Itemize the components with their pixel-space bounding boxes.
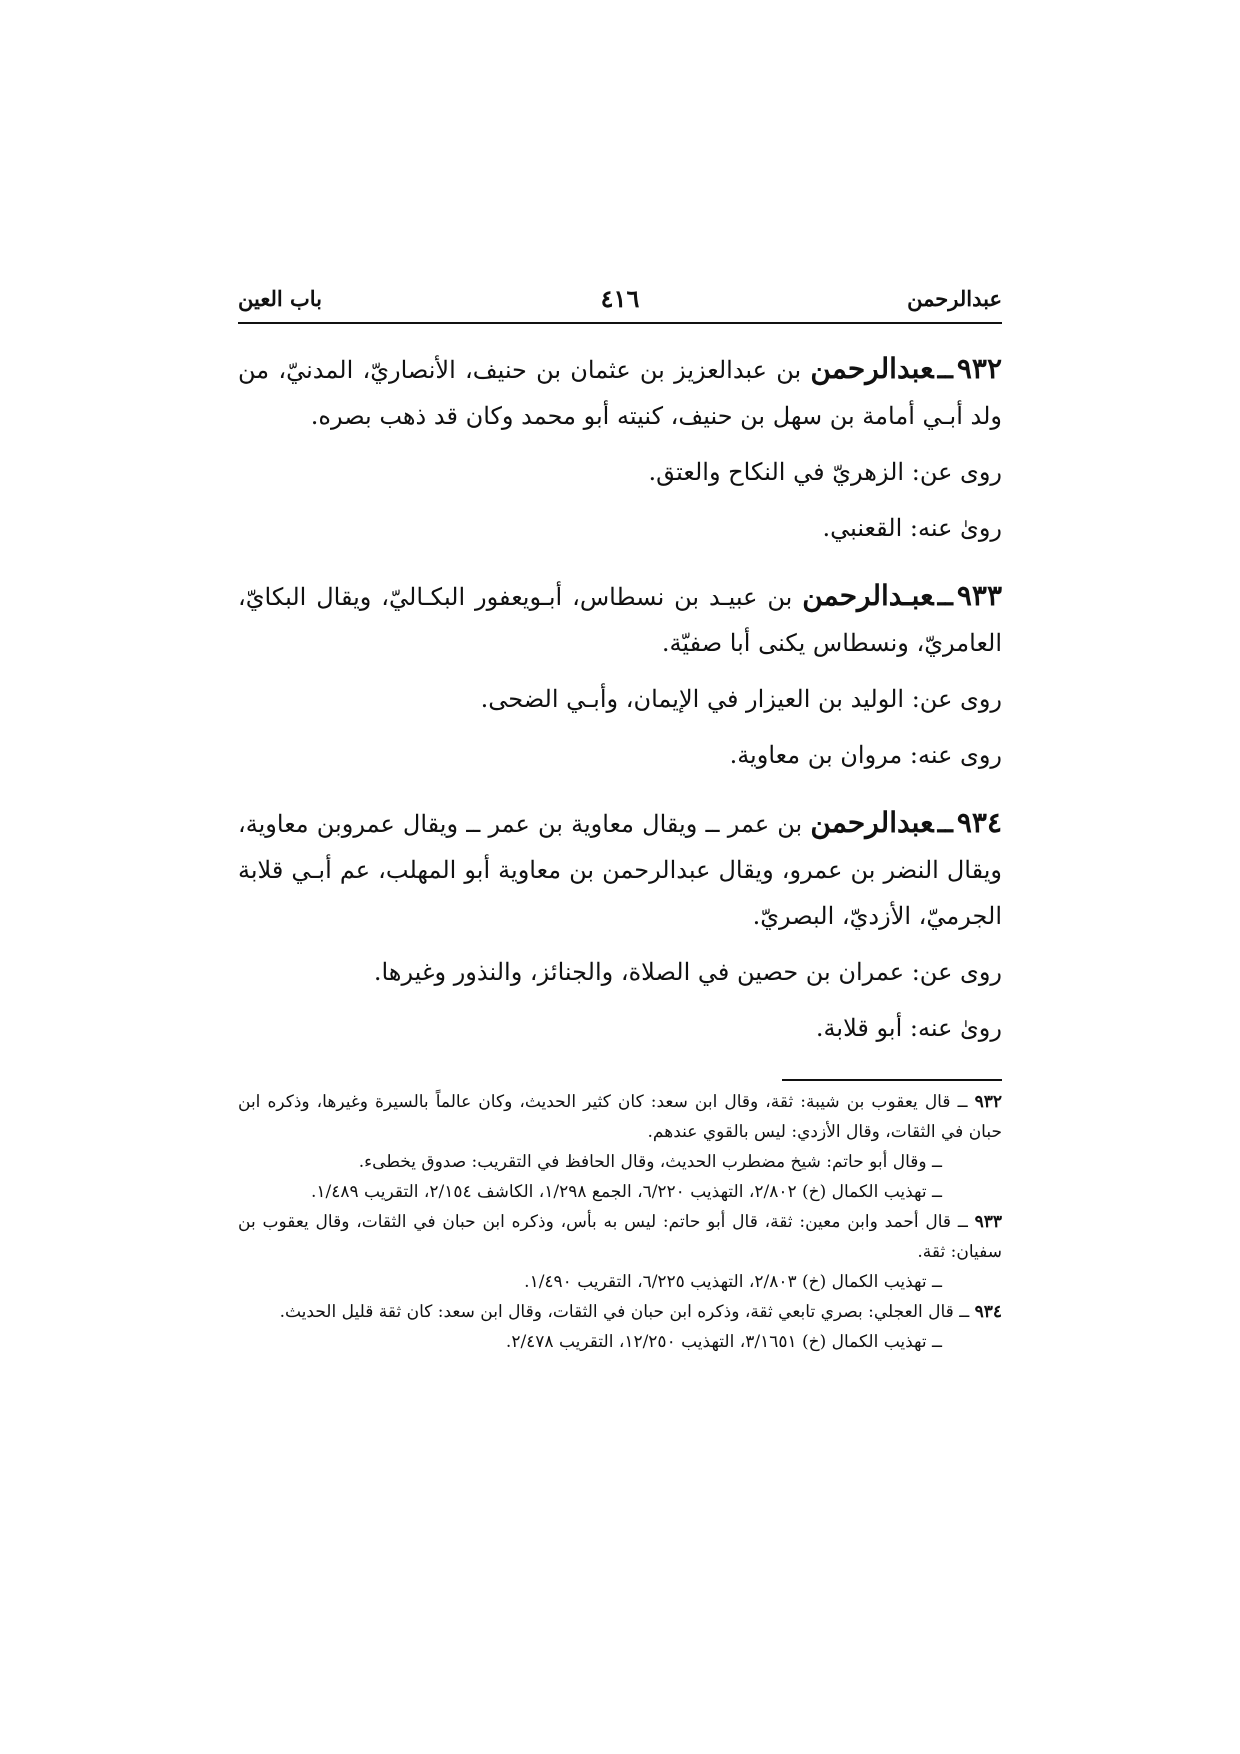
footnote-text: قال أحمد وابن معين: ثقة، قال أبو حاتم: ليس به بأس، وذكره ابن حبان في الثقات، وقال يعقوب بن سفيان: ثقة. xyxy=(238,1212,1002,1262)
footnote-934 xyxy=(238,1297,1002,1357)
page-number: ٤١٦ xyxy=(600,284,640,313)
entry-dash: ــ xyxy=(937,355,953,385)
entry-body xyxy=(238,573,1002,666)
entry-933 xyxy=(238,573,1002,778)
entry-number: ٩٣٣ xyxy=(956,579,1002,612)
footnote-line: ــ تهذيب الكمال (خ) ٣/١٦٥١، التهذيب ١٢/٢٥٠، التقريب ٢/٤٧٨. xyxy=(505,1332,942,1352)
footnote-text: قال العجلي: بصري تابعي ثقة، وذكره ابن حبان في الثقات، وقال ابن سعد: كان ثقة قليل الحديث. xyxy=(279,1302,954,1322)
riwaya-an: روى عن: الوليد بن العيزار في الإيمان، وأبـي الضحى. xyxy=(480,685,1002,713)
entry-text: بن عبدالعزيز بن عثمان بن حنيف، الأنصاريّ، المدنيّ، من ولد أبـي أمامة بن سهل بن حنيف، كنيته أبو محمد وكان قد ذهب بصره. xyxy=(238,356,1002,430)
footnote-text: قال يعقوب بن شيبة: ثقة، وقال ابن سعد: كان كثير الحديث، وكان عالماً بالسيرة وغيرها، وذكره ابن حبان في الثقات، وقال الأزدي: ليس بالقوي عندهم. xyxy=(238,1092,1002,1142)
entry-dash: ــ xyxy=(937,582,953,612)
entry-text: بن عبيـد بن نسطاس، أبـويعفور البكـاليّ، ويقال البكايّ، العامريّ، ونسطاس يكنى أبا صفيّة. xyxy=(238,583,1002,657)
footnote-dash: ــ xyxy=(957,1092,968,1112)
entry-name: عبدالرحمن xyxy=(810,806,934,839)
footnote-number: ٩٣٣ xyxy=(974,1212,1003,1232)
footnote-rule xyxy=(782,1079,1002,1081)
header-section-title: عبدالرحمن xyxy=(907,286,1002,311)
footnote-933 xyxy=(238,1207,1002,1297)
riwaya-an: روى عن: الزهريّ في النكاح والعتق. xyxy=(648,458,1002,486)
footnote-932 xyxy=(238,1087,1002,1207)
entry-934 xyxy=(238,800,1002,1051)
footnote-dash: ــ xyxy=(957,1212,968,1232)
riwaya-anhu: روىٰ عنه: أبو قلابة. xyxy=(815,1014,1002,1042)
running-header xyxy=(238,282,1002,322)
footnotes xyxy=(238,1087,1002,1357)
entry-body xyxy=(238,346,1002,439)
riwaya-anhu: روى عنه: مروان بن معاوية. xyxy=(729,741,1002,769)
header-rule xyxy=(238,322,1002,324)
footnote-first-line xyxy=(238,1087,1002,1147)
entry-name: عبدالرحمن xyxy=(810,352,934,385)
entry-text: بن عمر ــ ويقال معاوية بن عمر ــ ويقال عمروبن معاوية، ويقال النضر بن عمرو، ويقال عبدالرحمن بن معاوية أبو المهلب، عم أبـي قلابة الجرميّ، الأزديّ، البصريّ. xyxy=(238,810,1002,930)
footnote-line: ــ تهذيب الكمال (خ) ٢/٨٠٢، التهذيب ٦/٢٢٠، الجمع ١/٢٩٨، الكاشف ٢/١٥٤، التقريب ١/٤٨٩. xyxy=(310,1182,942,1202)
header-chapter-title: باب العين xyxy=(238,286,323,311)
entry-name: عبـدالرحمن xyxy=(802,579,934,612)
entry-number: ٩٣٤ xyxy=(956,806,1002,839)
footnote-number: ٩٣٢ xyxy=(974,1092,1003,1112)
entry-number: ٩٣٢ xyxy=(956,352,1002,385)
riwaya-an: روى عن: عمران بن حصين في الصلاة، والجنائز، والنذور وغيرها. xyxy=(373,958,1002,986)
entry-body xyxy=(238,800,1002,939)
entry-dash: ــ xyxy=(937,809,953,839)
footnote-line: ــ وقال أبو حاتم: شيخ مضطرب الحديث، وقال الحافظ في التقريب: صدوق يخطىء. xyxy=(358,1152,942,1172)
footnote-first-line xyxy=(238,1297,1002,1327)
footnote-number: ٩٣٤ xyxy=(974,1302,1002,1322)
footnote-dash: ــ xyxy=(959,1302,970,1322)
footnote-first-line xyxy=(238,1207,1002,1267)
page-content xyxy=(238,282,1002,1357)
riwaya-anhu: روىٰ عنه: القعنبي. xyxy=(822,514,1002,542)
footnote-line: ــ تهذيب الكمال (خ) ٢/٨٠٣، التهذيب ٦/٢٢٥، التقريب ١/٤٩٠. xyxy=(524,1272,942,1292)
entry-932 xyxy=(238,346,1002,551)
